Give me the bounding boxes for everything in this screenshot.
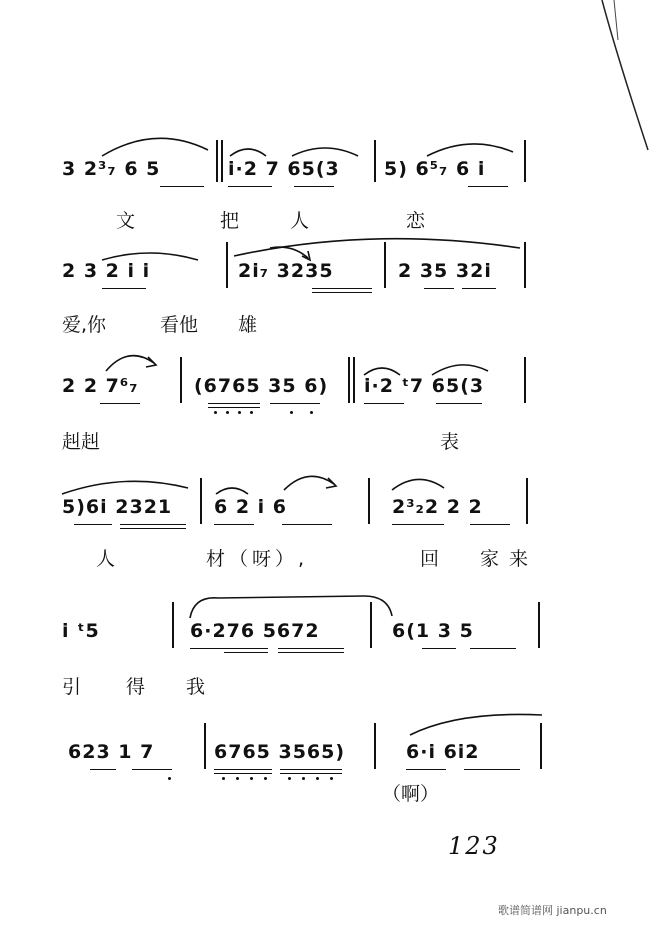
page-number: 123 (448, 832, 500, 860)
score-row-3 (0, 345, 655, 455)
slur (408, 709, 544, 737)
underline (278, 648, 344, 649)
measure-6-1: 623 1 7 (68, 741, 155, 763)
bar-line (368, 478, 370, 524)
underline (208, 403, 260, 404)
bar-line (374, 140, 376, 182)
bar-line (524, 357, 526, 403)
bar-line (538, 602, 540, 648)
octave-dot (168, 777, 171, 780)
bar-line (353, 357, 355, 403)
measure-6-3: 6·i 6i2 (406, 741, 480, 763)
underline (424, 288, 454, 289)
bar-line (180, 357, 182, 403)
slur (425, 136, 515, 158)
lyric-5-2: 得 (126, 676, 146, 698)
octave-dot (264, 777, 267, 780)
measure-2-3: 2 35 32i (398, 260, 492, 282)
octave-dot (226, 411, 229, 414)
underline (462, 288, 496, 289)
lyric-6-1: （啊） (382, 783, 440, 805)
underline (214, 769, 272, 770)
slur (362, 359, 402, 377)
lyric-1-4: 恋 (406, 210, 426, 232)
lyric-4-2: 材（呀）, (206, 548, 309, 570)
lyric-3-2: 表 (440, 431, 460, 453)
octave-dot (236, 777, 239, 780)
octave-dot (250, 777, 253, 780)
lyric-2-3: 雄 (238, 314, 258, 336)
underline (364, 403, 404, 404)
slur (188, 590, 394, 620)
measure-4-3: 2³₂2 2 2 (392, 496, 483, 518)
score-row-4 (0, 460, 655, 575)
underline (214, 524, 254, 525)
underline (214, 773, 272, 774)
bar-line (204, 723, 206, 769)
slur (60, 474, 190, 496)
underline (270, 403, 320, 404)
bar-line (524, 140, 526, 182)
slur (290, 140, 360, 160)
slur-arrow (282, 468, 342, 494)
underline (312, 292, 372, 293)
underline (190, 648, 268, 649)
bar-line (216, 140, 218, 182)
slur (390, 470, 446, 492)
underline (280, 773, 342, 774)
underline (160, 186, 204, 187)
lyric-1-2: 把 (220, 210, 240, 232)
octave-dot (250, 411, 253, 414)
underline (224, 652, 268, 653)
measure-5-1: i ᵗ5 (62, 620, 100, 642)
bar-line (526, 478, 528, 524)
slur-arrow (104, 349, 164, 375)
measure-4-1: 5)6i 2321 (62, 496, 173, 518)
lyric-5-1: 引 (62, 676, 82, 698)
underline (74, 524, 112, 525)
octave-dot (222, 777, 225, 780)
underline (90, 769, 116, 770)
underline (422, 648, 456, 649)
measure-1-1: 3 2³₇ 6 5 (62, 158, 161, 180)
bar-line (348, 357, 350, 403)
underline (132, 769, 172, 770)
score-row-1 (0, 120, 655, 230)
octave-dot (316, 777, 319, 780)
score-row-2 (0, 230, 655, 340)
measure-4-2: 6 2 i 6 (214, 496, 288, 518)
slur (100, 244, 200, 264)
measure-3-3: i·2 ᵗ7 65(3 (364, 375, 485, 397)
underline (100, 403, 140, 404)
lyric-4-4: 家来 (480, 548, 539, 570)
lyric-2-1: 爱,你 (62, 314, 107, 336)
measure-2-2: 2i₇ 3235 (238, 260, 334, 282)
bar-line (221, 140, 223, 182)
measure-5-3: 6(1 3 5 (392, 620, 474, 642)
octave-dot (330, 777, 333, 780)
slur (214, 480, 250, 496)
slur (228, 140, 268, 160)
underline (470, 524, 510, 525)
measure-2-1: 2 3 2 i i (62, 260, 151, 282)
measure-3-1: 2 2 7⁶₇ (62, 375, 139, 397)
underline (470, 648, 516, 649)
measure-1-2: i·2 7 65(3 (228, 158, 340, 180)
bar-line (200, 478, 202, 524)
underline (228, 186, 272, 187)
lyric-5-3: 我 (186, 676, 206, 698)
octave-dot (310, 411, 313, 414)
measure-5-2: 6·276 5672 (190, 620, 320, 642)
octave-dot (290, 411, 293, 414)
underline (120, 524, 186, 525)
underline (436, 403, 482, 404)
lyric-2-2: 看他 (160, 314, 199, 336)
octave-dot (302, 777, 305, 780)
underline (406, 769, 446, 770)
watermark: 歌谱简谱网 jianpu.cn (498, 904, 607, 917)
underline (102, 288, 146, 289)
underline (278, 652, 344, 653)
slur (100, 130, 210, 160)
octave-dot (288, 777, 291, 780)
underline (120, 528, 186, 529)
bar-line (226, 242, 228, 288)
underline (280, 769, 342, 770)
bar-line (524, 242, 526, 288)
measure-6-2: 6765 3565) (214, 741, 346, 763)
slur (430, 357, 490, 377)
octave-dot (214, 411, 217, 414)
underline (464, 769, 520, 770)
lyric-3-1: 赳赳 (62, 431, 101, 453)
measure-1-3: 5) 6⁵₇ 6 i (384, 158, 486, 180)
octave-dot (238, 411, 241, 414)
underline (468, 186, 508, 187)
underline (312, 288, 372, 289)
underline (294, 186, 334, 187)
lyric-4-1: 人 (96, 548, 116, 570)
underline (282, 524, 332, 525)
underline (208, 407, 260, 408)
lyric-1-1: 文 (116, 210, 136, 232)
score-row-5 (0, 580, 655, 698)
lyric-1-3: 人 (290, 210, 310, 232)
lyric-4-3: 回 (420, 548, 440, 570)
score-row-6 (0, 705, 655, 820)
measure-3-2: (6765 35 6) (194, 375, 329, 397)
bar-line (374, 723, 376, 769)
slur-arrow (268, 240, 318, 262)
bar-line (172, 602, 174, 648)
underline (392, 524, 444, 525)
